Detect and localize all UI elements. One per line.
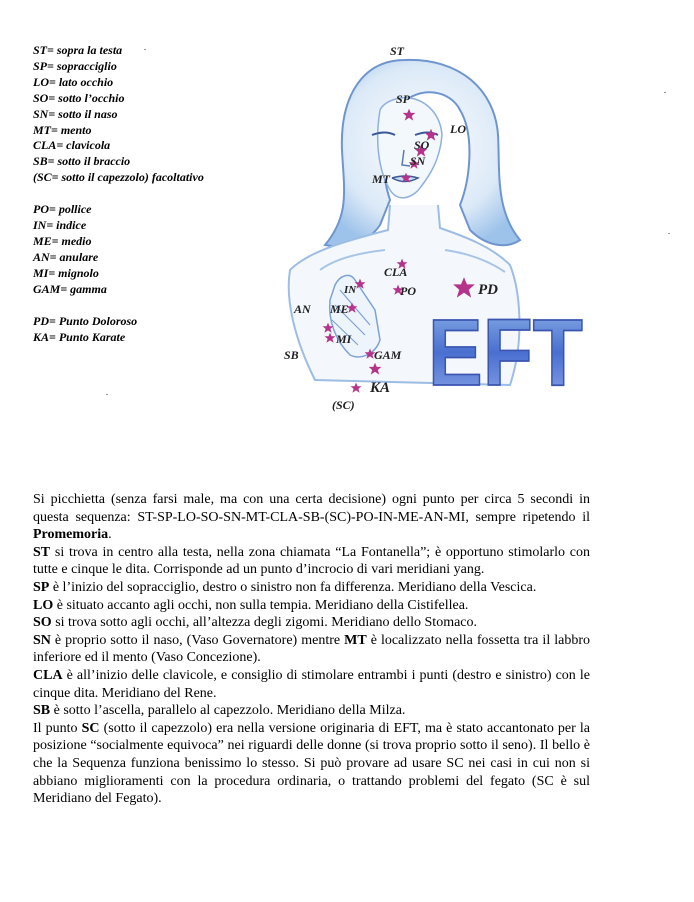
legend-item: SN= sotto il naso — [33, 106, 118, 121]
paragraph: SN è proprio sotto il naso, (Vaso Governatore) mentre MT è localizzato nella fossetta tra il labbro inferiore ed il mento (Vaso Concezione). — [33, 632, 590, 666]
label-an: AN — [294, 302, 311, 316]
paragraph: Il punto SC (sotto il capezzolo) era nella versione originaria di EFT, ma è stato accantonato per la posizione “socialmente equivoca” nei riguardi delle donne (si trova proprio sotto il seno). Il bello è che la Sequenza funziona benissimo lo stesso. Si può provare ad usare SC nei casi in cui non si abbiano miglioramenti con la procedura ordinaria, o trattando problemi del fegato (SC è sul Meridiano del Fegato). — [33, 720, 590, 807]
paragraph: LO è situato accanto agli occhi, non sulla tempia. Meridiano della Cistifellea. — [33, 597, 469, 613]
label-sp: SP — [396, 92, 411, 106]
legend — [33, 43, 204, 345]
label-pd: PD — [478, 282, 498, 298]
eft-logo: EFT — [428, 299, 583, 406]
legend-item: PD= Punto Doloroso — [33, 313, 138, 328]
label-in: IN — [344, 284, 357, 296]
label-gam: GAM — [374, 348, 402, 362]
label-cla: CLA — [384, 265, 408, 279]
legend-item: SP= sopracciglio — [33, 58, 117, 73]
label-sb: SB — [284, 348, 299, 362]
eft-tapping-points-illustration — [280, 40, 590, 420]
label-sc: (SC) — [332, 398, 355, 412]
legend-item: MT= mento — [33, 122, 92, 137]
legend-item: MI= mignolo — [33, 265, 99, 280]
legend-item: (SC= sotto il capezzolo) facoltativo — [33, 170, 204, 185]
paragraph: ST si trova in centro alla testa, nella zona chiamata “La Fontanella”; è opportuno stimolarlo con tutte e cinque le dita. Corrisponde ad un punto d’incrocio di vari meridiani yang. — [33, 544, 590, 578]
paragraph: SB è sotto l’ascella, parallelo al capezzolo. Meridiano della Milza. — [33, 703, 406, 719]
label-lo: LO — [450, 122, 466, 136]
label-mt: MT — [372, 172, 390, 186]
legend-item: CLA= clavicola — [33, 138, 111, 153]
paragraph: Si picchietta (senza farsi male, ma con una certa decisione) ogni punto per circa 5 secondi in questa sequenza: ST-SP-LO-SO-SN-MT-CLA-SB-(SC)-PO-IN-ME-AN-MI, sempre ripetendo il Promemoria. — [33, 492, 590, 543]
label-sn: SN — [410, 154, 426, 168]
label-st: ST — [390, 44, 405, 58]
legend-item: LO= lato occhio — [33, 74, 114, 89]
figure-drawing — [280, 40, 590, 420]
legend-item: PO= pollice — [33, 202, 92, 217]
legend-item: AN= anulare — [33, 249, 99, 264]
label-so: SO — [414, 138, 430, 152]
paragraph: SO si trova sotto agli occhi, all’altezza degli zigomi. Meridiano dello Stomaco. — [33, 615, 478, 631]
legend-item: IN= indice — [33, 218, 87, 233]
paragraph: CLA è all’inizio delle clavicole, e consiglio di stimolare entrambi i punti (destro e sinistro) con le cinque dita. Meridiano del Rene. — [33, 667, 590, 701]
legend-item: ME= medio — [33, 233, 92, 248]
label-me: ME — [330, 302, 349, 316]
legend-item: SO= sotto l’occhio — [33, 90, 125, 105]
body-text — [33, 491, 590, 808]
legend-item: ST= sopra la testa — [33, 43, 123, 57]
label-po: PO — [400, 284, 416, 298]
legend-item: KA= Punto Karate — [33, 329, 126, 344]
legend-item: SB= sotto il braccio — [33, 154, 131, 169]
label-ka: KA — [370, 380, 391, 396]
paragraph: SP è l’inizio del sopracciglio, destro o sinistro non fa differenza. Meridiano della Vescica. — [33, 579, 537, 595]
legend-item: GAM= gamma — [33, 281, 107, 296]
label-mi: MI — [336, 332, 352, 346]
